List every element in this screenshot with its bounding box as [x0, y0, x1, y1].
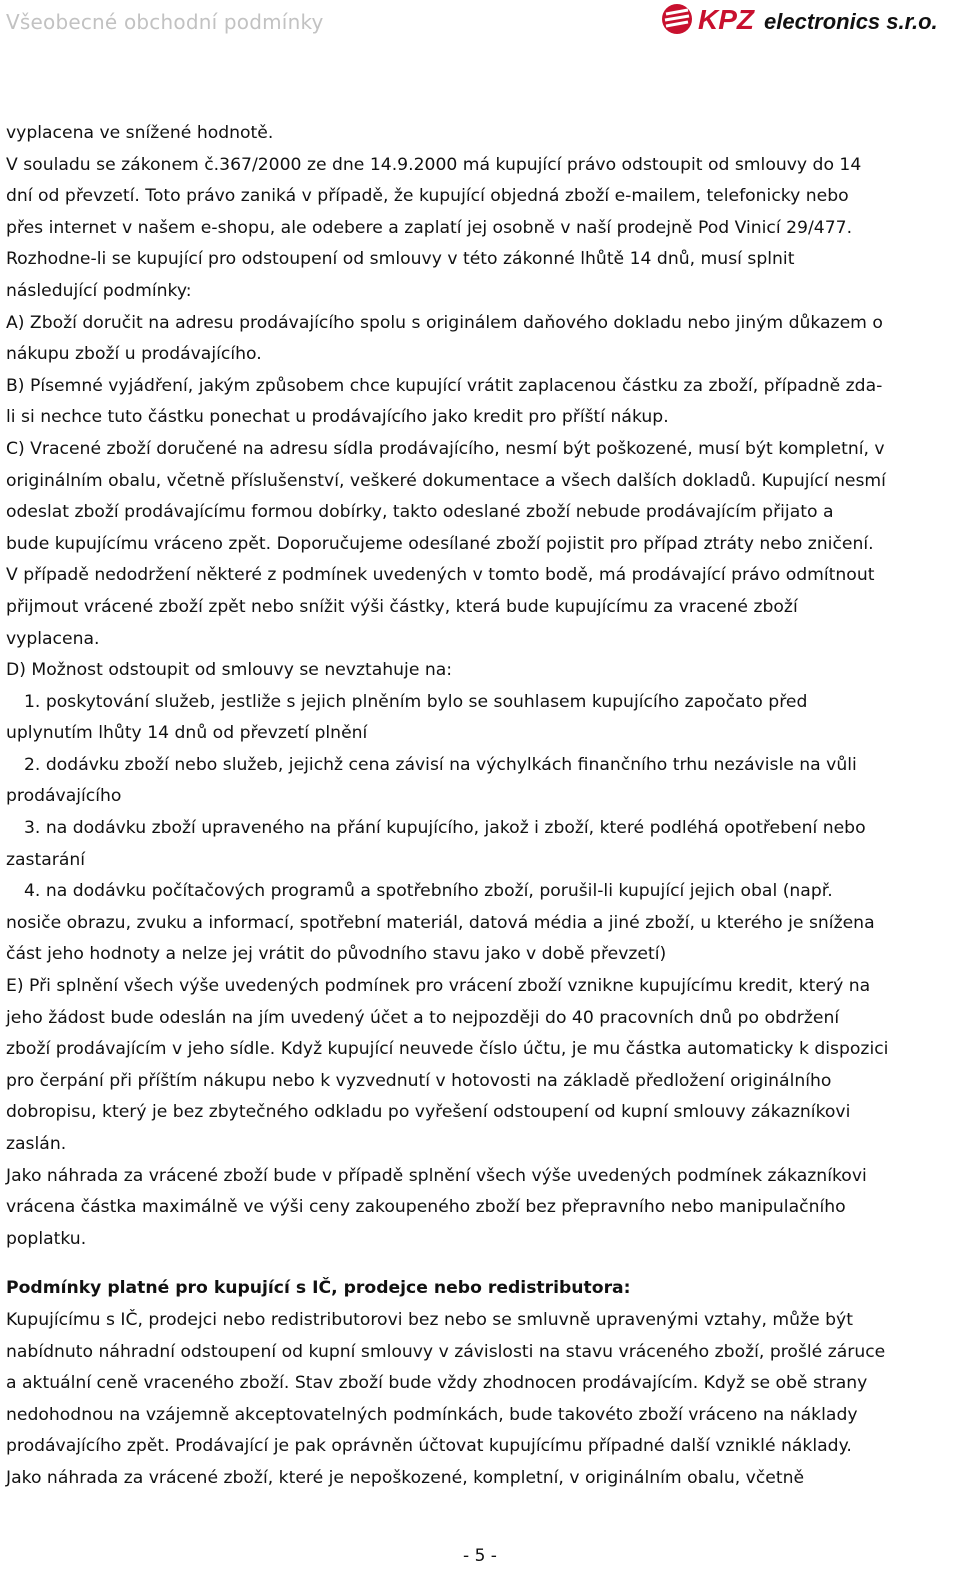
body-line: odeslat zboží prodávajícímu formou dobírky, takto odeslané zboží nebude prodávajícím přijato a — [6, 502, 834, 523]
section-line: prodávajícího zpět. Prodávající je pak oprávněn účtovat kupujícímu případné další vzniklé náklady. — [6, 1436, 852, 1457]
logo-rest: electronics s.r.o. — [764, 9, 938, 34]
body-line: nosiče obrazu, zvuku a informací, spotřební materiál, datová média a jiné zboží, u kterého je snížena — [6, 912, 875, 933]
company-logo — [660, 2, 950, 36]
body-line: prodávajícího — [6, 786, 122, 807]
body-line: část jeho hodnoty a nelze jej vrátit do původního stavu jako v době převzetí) — [6, 944, 667, 965]
body-line: vyplacena. — [6, 628, 100, 649]
body-line: B) Písemné vyjádření, jakým způsobem chce kupující vrátit zaplacenou částku za zboží, případně zda- — [6, 375, 883, 396]
section-line: nabídnuto náhradní odstoupení od kupní smlouvy v závislosti na stavu vráceného zboží, prošlé záruce — [6, 1341, 886, 1362]
list-item: 1. poskytování služeb, jestliže s jejich plněním bylo se souhlasem kupujícího započato před — [24, 691, 808, 712]
logo-brand: KPZ — [698, 4, 754, 35]
body-line: uplynutím lhůty 14 dnů od převzetí plnění — [6, 723, 368, 744]
body-line: nákupu zboží u prodávajícího. — [6, 344, 262, 365]
list-item: 4. na dodávku počítačových programů a spotřebního zboží, porušil-li kupující jejich obal (např. — [24, 881, 833, 902]
body-line: pro čerpání při příštím nákupu nebo k vyzvednutí v hotovosti na základě předložení originálního — [6, 1070, 832, 1091]
kpz-logo-icon — [660, 2, 950, 36]
body-line: vrácena částka maximálně ve výši ceny zakoupeného zboží bez přepravního nebo manipulačního — [6, 1197, 846, 1218]
body-line: poplatku. — [6, 1228, 87, 1249]
body-line: bude kupujícímu vráceno zpět. Doporučujeme odesílané zboží pojistit pro případ ztráty nebo zničení. — [6, 533, 874, 554]
section-heading: Podmínky platné pro kupující s IČ, prodejce nebo redistributora: — [6, 1278, 631, 1299]
body-line: originálním obalu, včetně příslušenství, veškeré dokumentace a všech dalších dokladů. Kupující nesmí — [6, 470, 886, 491]
body-line: dní od převzetí. Toto právo zaniká v případě, že kupující objedná zboží e-mailem, telefonicky nebo — [6, 186, 849, 207]
body-line: V souladu se zákonem č.367/2000 ze dne 14.9.2000 má kupující právo odstoupit od smlouvy do 14 — [6, 154, 862, 175]
body-line: V případě nedodržení některé z podmínek uvedených v tomto bodě, má prodávající právo odmítnout — [6, 565, 875, 586]
page-header — [0, 0, 960, 50]
body-line: vyplacena ve snížené hodnotě. — [6, 123, 274, 143]
section-line: a aktuální ceně vraceného zboží. Stav zboží bude vždy zhodnocen prodávajícím. Když se obě strany — [6, 1373, 868, 1394]
section-line: Jako náhrada za vrácené zboží, které je nepoškozené, kompletní, v originálním obalu, včetně — [6, 1467, 805, 1488]
body-line: C) Vracené zboží doručené na adresu sídla prodávajícího, nesmí být poškozené, musí být kompletní, v — [6, 438, 885, 459]
section-spacer — [6, 1255, 946, 1273]
body-line: přes internet v našem e-shopu, ale odebere a zaplatí jej osobně v naší prodejně Pod Vinicí 29/477. — [6, 217, 853, 238]
body-line: následující podmínky: — [6, 280, 192, 301]
body-line: zaslán. — [6, 1134, 67, 1154]
body-line: zboží prodávajícím v jeho sídle. Když kupující neuvede číslo účtu, je mu částka automaticky k dispozici — [6, 1039, 889, 1060]
list-item: 2. dodávku zboží nebo služeb, jejichž cena závisí na výchylkách finančního trhu nezávisle na vůli — [24, 754, 857, 775]
body-line: Rozhodne-li se kupující pro odstoupení od smlouvy v této zákonné lhůtě 14 dnů, musí splnit — [6, 249, 795, 270]
body-line: D) Možnost odstoupit od smlouvy se nevztahuje na: — [6, 660, 453, 681]
body-line: zastarání — [6, 849, 86, 870]
page-number: - 5 - — [463, 1546, 497, 1566]
body-line: Jako náhrada za vrácené zboží bude v případě splnění všech výše uvedených podmínek zákazníkovi — [6, 1165, 867, 1186]
document-body — [6, 118, 946, 1495]
section-line: Kupujícímu s IČ, prodejci nebo redistributorovi bez nebo se smluvně upravenými vztahy, může být — [6, 1309, 853, 1330]
body-line: dobropisu, který je bez zbytečného odkladu po vyřešení odstoupení od kupní smlouvy zákazníkovi — [6, 1102, 851, 1123]
body-line: jeho žádost bude odeslán na jím uvedený účet a to nejpozději do 40 pracovních dnů po obdržení — [6, 1007, 840, 1028]
body-line: E) Při splnění všech výše uvedených podmínek pro vrácení zboží vznikne kupujícímu kredit, který na — [6, 976, 871, 997]
section-line: nedohodnou na vzájemně akceptovatelných podmínkách, bude takovéto zboží vráceno na náklady — [6, 1404, 858, 1425]
body-line: li si nechce tuto částku ponechat u prodávajícího jako kredit pro příští nákup. — [6, 407, 669, 428]
body-line: přijmout vrácené zboží zpět nebo snížit výši částky, která bude kupujícímu za vracené zboží — [6, 596, 798, 617]
body-line: A) Zboží doručit na adresu prodávajícího spolu s originálem daňového dokladu nebo jiným důkazem o — [6, 312, 883, 333]
document-title: Všeobecné obchodní podmínky — [6, 10, 324, 34]
list-item: 3. na dodávku zboží upraveného na přání kupujícího, jakož i zboží, které podléhá opotřebení nebo — [24, 818, 866, 839]
